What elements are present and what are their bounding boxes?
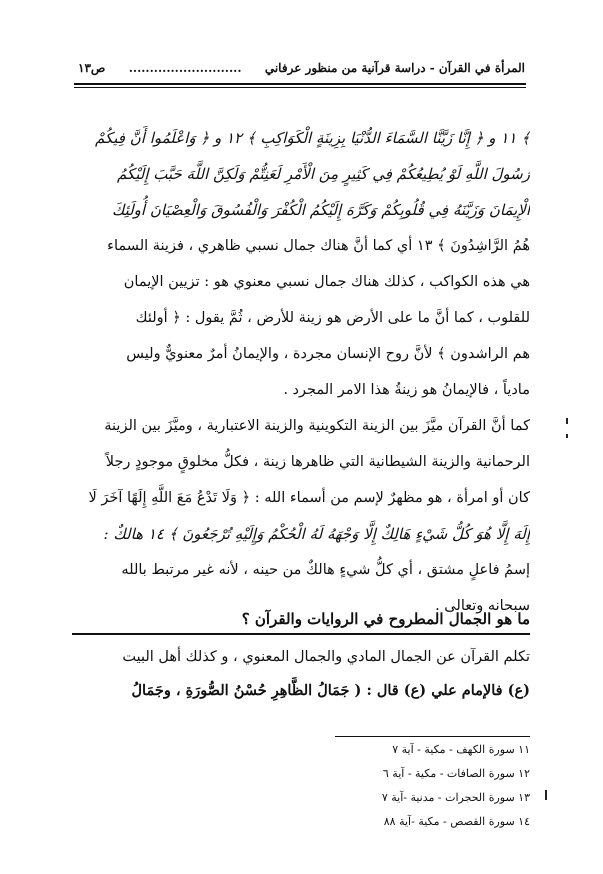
section-heading: ما هو الجمال المطروح في الروايات والقرآن ؟ xyxy=(241,610,530,628)
header-rule xyxy=(74,83,526,88)
text-line: هُمُ الرَّاشِدُونَ ﴾ ١٣ أي كما أنَّ هناك جمال نسبي ظاهري ، فزينة السماء xyxy=(107,238,530,254)
text-line: ﴾ ١١ و ﴿ إِنَّا زَيَّنَّا السَّمَاءَ الدُّنْيَا بِزِينَةٍ الْكَوَاكِبِ ﴾ ١٢ و ﴿ وَاعْلَمُوا أَنَّ فِيكُمْ xyxy=(95,129,530,147)
text-line: رَسُولَ اللَّهِ لَوْ يُطِيعُكُمْ فِي كَثِيرٍ مِنَ الْأَمْرِ لَعَنِتُّمْ وَلَكِنَّ اللَّهَ حَبَّبَ إِلَيْكُمُ xyxy=(116,165,530,183)
text-line: كما أنَّ القرآن ميَّزَ بين الزينة التكوينية والزينة الاعتبارية ، وميَّزَ بين الزينة xyxy=(104,418,530,434)
scan-mark xyxy=(566,418,568,424)
header-dots: ........................... xyxy=(128,61,242,75)
text-line: إسمُ فاعلٍ مشتق ، أي كلُّ شيءٍ هالكٌ من حينه ، لأنه غير مرتبط بالله xyxy=(121,562,530,578)
body-text xyxy=(70,120,530,624)
footnote: ١٣ سورة الحجرات - مدنية -آية ٧ xyxy=(381,791,530,804)
text-line: مادياً ، فالإيمانُ هو زينةُ هذا الامر المجرد . xyxy=(283,382,530,398)
scan-mark xyxy=(566,434,568,438)
text-line: هم الراشدون ﴾ لأنَّ روح الإنسان مجردة ، والإيمانُ أمرٌ معنويٌّ وليس xyxy=(126,346,530,362)
text-line: (ع) فالإمام علي (ع) قال : ( جَمَالُ الظَّاهِرِ حُسْنُ الصُّورَةِ ، وجَمَالُ xyxy=(131,682,530,699)
text-line: الْإِيمَانَ وَزَيَّنَهُ فِي قُلُوبِكُمْ وَكَرَّهَ إِلَيْكُمُ الْكُفْرَ وَالْفُسُوقَ وَالْعِصْيَانَ أُولَئِكَ xyxy=(111,201,530,219)
footnote: ١١ سورة الكهف - مكية - آية ٧ xyxy=(392,743,530,756)
header-title: المرأة في القرآن - دراسة قرآنية من منظور عرفاني xyxy=(264,61,525,75)
body-text-continued xyxy=(70,640,530,708)
running-header xyxy=(78,58,525,78)
text-line: للقلوب ، كما أنَّ ما على الأرض هو زينة للأرض ، ثُمَّ يقول : ﴿ أولئك xyxy=(135,310,530,326)
scan-mark xyxy=(545,790,547,800)
heading-rule xyxy=(72,633,530,635)
text-line: كان أو امرأة ، هو مظهرٌ لإسم من أسماء الله : ﴿ وَلَا تَدْعُ مَعَ اللَّهِ إِلَهًا آخَرَ لَا xyxy=(88,490,530,506)
text-line: سبحانه وتعالى . xyxy=(435,598,530,614)
footnotes xyxy=(320,738,530,834)
footnote-rule xyxy=(335,736,530,737)
page-number: ص١٣ xyxy=(78,61,106,75)
text-line: إِلَهَ إِلَّا هُوَ كُلُّ شَيْءٍ هَالِكٌ إِلَّا وَجْهَهُ لَهُ الْحُكْمُ وَإِلَيْهِ تُرْجَعُونَ ﴾ ١٤ هالكٌ : xyxy=(103,525,530,543)
footnote: ١٢ سورة الصافات - مكية - آية ٦ xyxy=(382,767,530,780)
text-line: هي هذه الكواكب ، كذلك هناك جمال نسبي معنوي هو : تزيين الإيمان xyxy=(123,274,530,290)
text-line: تكلم القرآن عن الجمال المادي والجمال المعنوي ، و كذلك أهل البيت xyxy=(122,649,530,665)
text-line: الرحمانية والزينة الشيطانية التي ظاهرها زينة ، فكلُّ مخلوقٍ موجودٍ رجلاً xyxy=(105,454,530,470)
footnote: ١٤ سورة القصص - مكية -آية ٨٨ xyxy=(383,815,530,828)
